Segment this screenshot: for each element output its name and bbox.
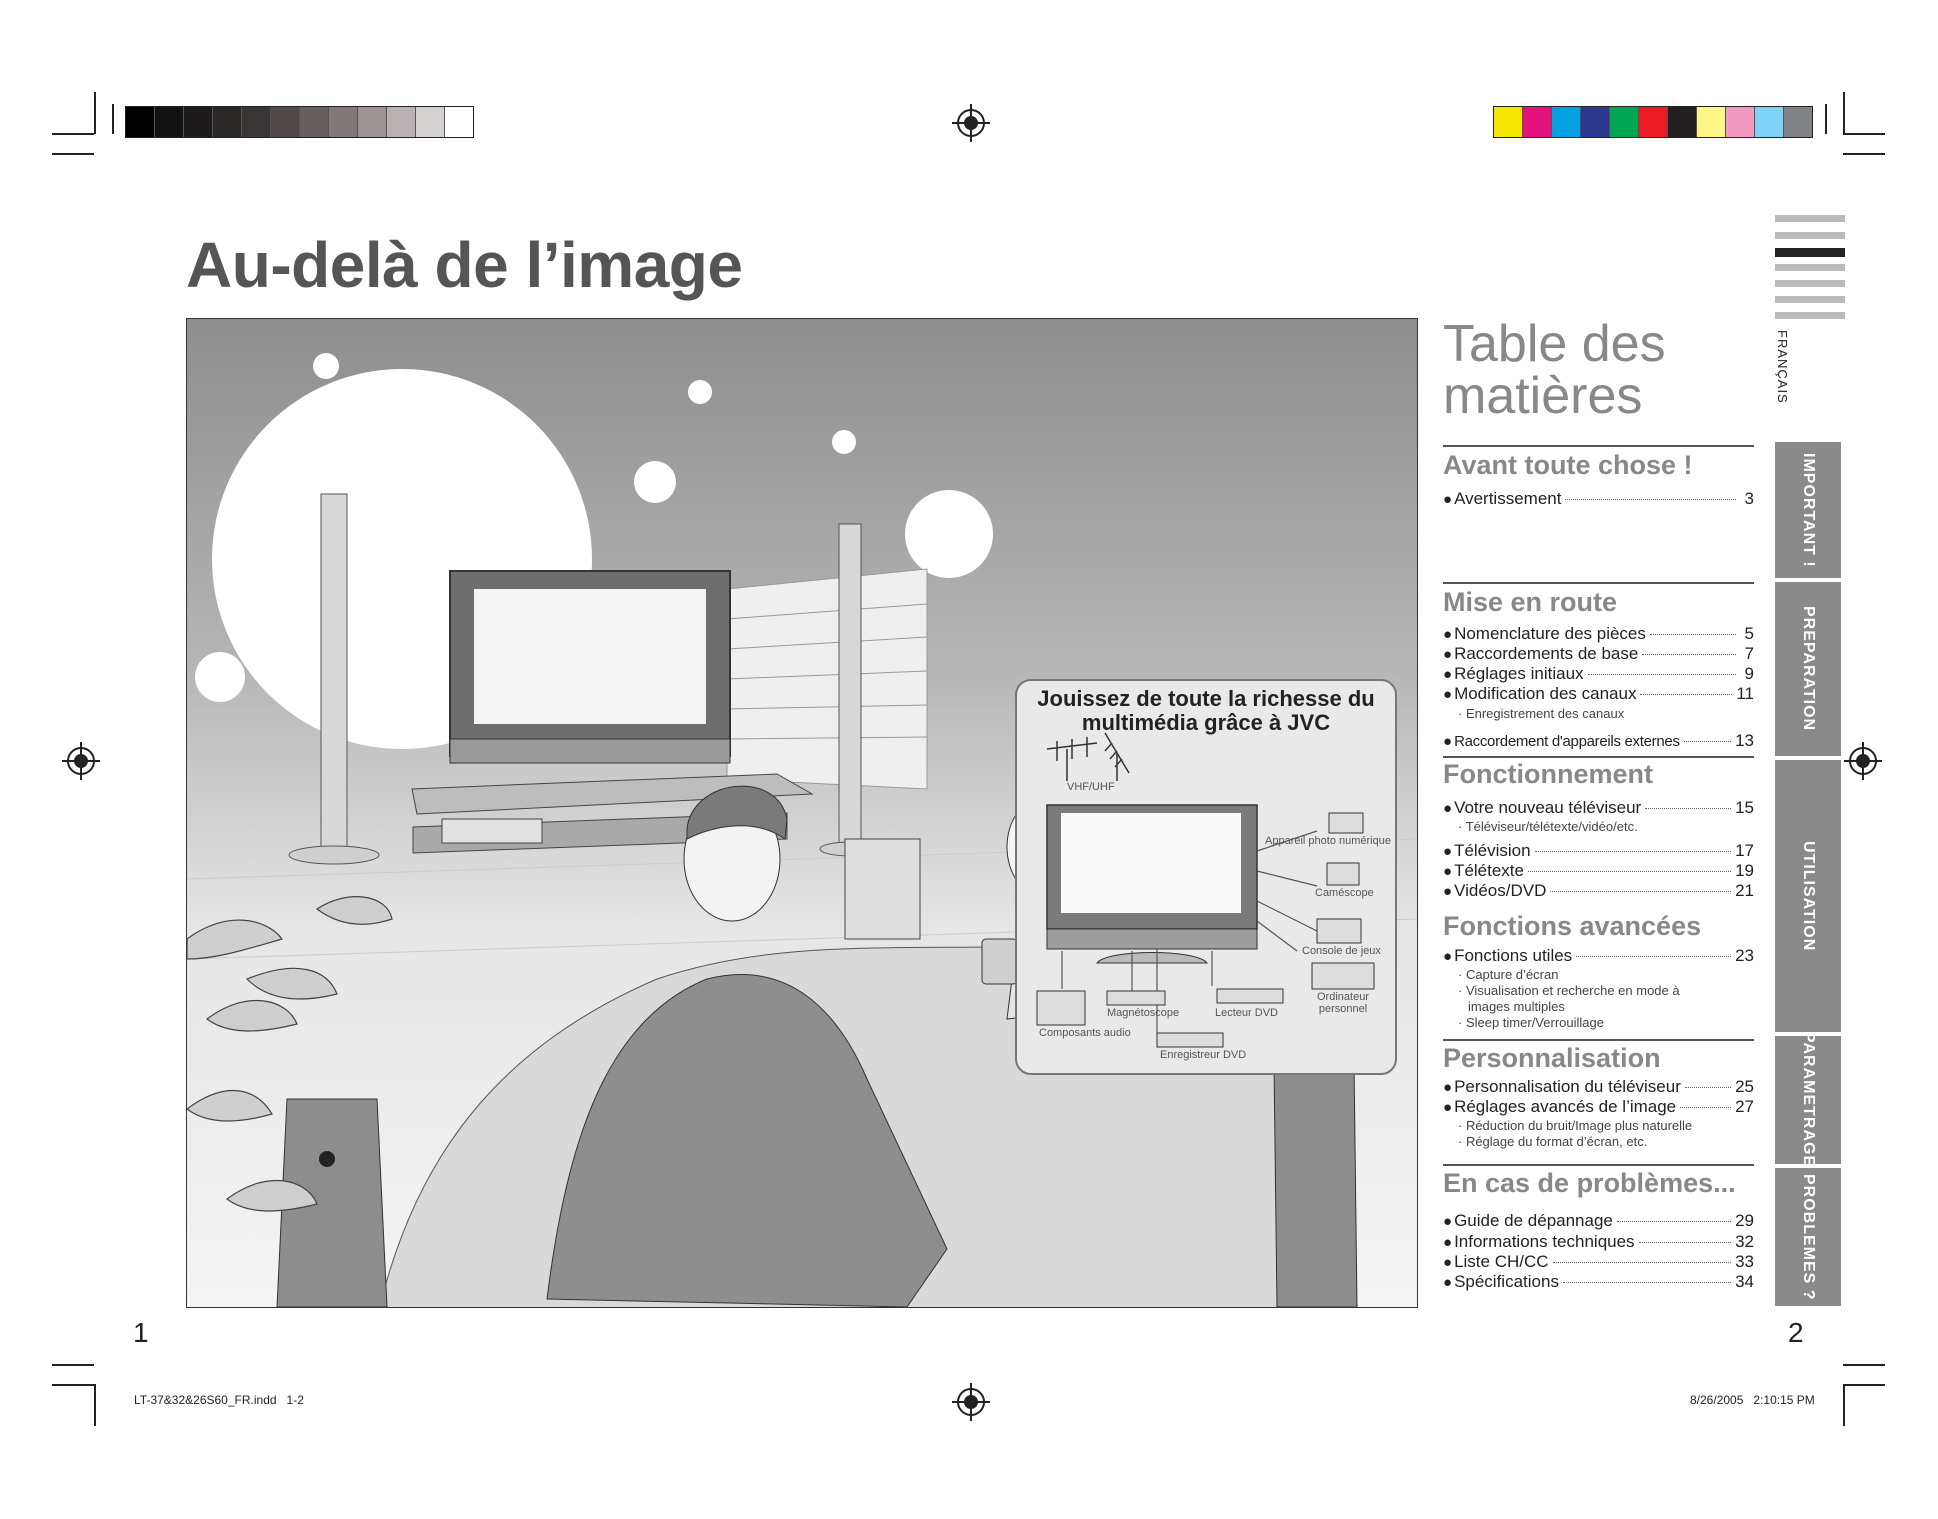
crop-mark — [1825, 104, 1827, 134]
color-swatch — [1697, 107, 1726, 137]
toc-entry-page: 25 — [1735, 1077, 1754, 1096]
registration-mark-left-icon — [67, 747, 95, 775]
crop-mark — [94, 92, 96, 134]
toc-entry-label: Modification des canaux — [1454, 684, 1637, 703]
toc-entry[interactable]: ● Télétexte 19 — [1443, 861, 1754, 880]
section-rule — [1443, 756, 1754, 758]
toc-entry[interactable]: ● Fonctions utiles 23 — [1443, 946, 1754, 965]
toc-entry[interactable]: ● Vidéos/DVD 21 — [1443, 881, 1754, 900]
toc-title-line1: Table des — [1443, 315, 1666, 373]
color-swatch — [1726, 107, 1755, 137]
color-swatch — [445, 107, 473, 137]
color-swatch — [416, 107, 445, 137]
toc-subentry: · Téléviseur/télétexte/vidéo/etc. — [1458, 819, 1638, 834]
color-swatch — [1494, 107, 1523, 137]
tab-utilisation[interactable] — [1775, 760, 1841, 1032]
tab-parametrage-label: PARAMETRAGE — [1800, 1032, 1817, 1168]
device-label-camcorder: Caméscope — [1315, 887, 1374, 899]
tab-important-label: IMPORTANT ! — [1800, 452, 1817, 568]
section-rule — [1443, 582, 1754, 584]
crop-mark — [52, 1364, 94, 1366]
callout-title-line2: multimédia grâce à JVC — [1081, 710, 1331, 735]
section-heading-problemes: En cas de problèmes... — [1443, 1168, 1736, 1198]
toc-entry[interactable]: ● Raccordements de base 7 — [1443, 644, 1754, 663]
toc-subentry: · Enregistrement des canaux — [1458, 706, 1625, 721]
crop-mark — [1843, 1364, 1885, 1366]
crop-mark — [52, 1384, 94, 1386]
toc-entry-page: 17 — [1735, 841, 1754, 860]
toc-entry[interactable]: ● Spécifications 34 — [1443, 1272, 1754, 1291]
toc-entry[interactable]: ● Personnalisation du téléviseur 25 — [1443, 1077, 1754, 1096]
toc-entry[interactable]: ● Réglages initiaux 9 — [1443, 664, 1754, 683]
toc-entry[interactable]: ● Réglages avancés de l’image 27 — [1443, 1097, 1754, 1116]
toc-entry-label: Personnalisation du téléviseur — [1454, 1077, 1681, 1096]
device-label-audio: Composants audio — [1039, 1027, 1131, 1039]
color-swatch — [1668, 107, 1697, 137]
toc-entry-page: 19 — [1735, 861, 1754, 880]
tab-preparation[interactable] — [1775, 582, 1841, 756]
device-label-camera: Appareil photo numérique — [1265, 835, 1391, 847]
toc-subentry: · Capture d’écran — [1458, 967, 1559, 982]
section-heading-mise-en-route: Mise en route — [1443, 587, 1618, 617]
color-swatch — [184, 107, 213, 137]
tab-preparation-label: PREPARATION — [1800, 606, 1817, 732]
color-swatch — [213, 107, 242, 137]
registration-mark-top-icon — [957, 109, 985, 137]
color-swatch — [329, 107, 358, 137]
toc-entry-page: 23 — [1735, 946, 1754, 965]
crop-mark — [52, 153, 94, 155]
toc-subentry: images multiples — [1468, 999, 1565, 1014]
tab-utilisation-label: UTILISATION — [1800, 840, 1817, 952]
crop-mark — [1843, 133, 1885, 135]
toc-entry-page: 9 — [1744, 664, 1754, 683]
tab-stripe — [1775, 264, 1845, 271]
language-label: FRANÇAIS — [1775, 330, 1790, 404]
toc-entry-label: Guide de dépannage — [1454, 1211, 1613, 1230]
footer-timestamp: 8/26/2005 2:10:15 PM — [1690, 1393, 1815, 1407]
crop-mark — [94, 1384, 96, 1426]
toc-entry[interactable]: ● Liste CH/CC 33 — [1443, 1252, 1754, 1271]
toc-entry-page: 11 — [1736, 684, 1754, 703]
color-swatch — [155, 107, 184, 137]
color-swatch — [271, 107, 300, 137]
toc-entry-label: Vidéos/DVD — [1454, 881, 1547, 900]
toc-entry-page: 34 — [1735, 1272, 1754, 1291]
device-label-computer — [1317, 991, 1369, 1015]
toc-entry[interactable]: ● Guide de dépannage 29 — [1443, 1211, 1754, 1230]
tab-stripe — [1775, 312, 1845, 319]
page-number-right: 2 — [1788, 1317, 1804, 1348]
toc-entry-page: 27 — [1735, 1097, 1754, 1116]
crop-mark — [1843, 153, 1885, 155]
color-swatch — [1552, 107, 1581, 137]
color-swatch — [387, 107, 416, 137]
grey-scale-bar — [125, 106, 474, 138]
toc-entry-page: 13 — [1735, 731, 1754, 750]
toc-entry[interactable]: ● Télévision 17 — [1443, 841, 1754, 860]
toc-entry-page: 33 — [1735, 1252, 1754, 1271]
toc-entry-label: Informations techniques — [1454, 1232, 1635, 1251]
page-number-left: 1 — [133, 1317, 149, 1348]
toc-entry-label: Raccordement d'appareils externes — [1454, 733, 1680, 750]
color-swatch — [1755, 107, 1784, 137]
crop-mark — [1843, 92, 1845, 134]
tab-stripe — [1775, 280, 1845, 287]
device-label-vcr: Magnétoscope — [1107, 1007, 1180, 1019]
device-label-console: Console de jeux — [1302, 945, 1381, 957]
section-rule — [1443, 1039, 1754, 1041]
toc-entry-page: 15 — [1735, 798, 1754, 817]
tab-stripe — [1775, 215, 1845, 222]
section-rule — [1443, 445, 1754, 447]
callout-title-line1: Jouissez de toute la richesse du — [1037, 686, 1375, 711]
toc-entry[interactable]: ● Informations techniques 32 — [1443, 1232, 1754, 1251]
toc-entry-page: 3 — [1744, 489, 1754, 508]
toc-entry-label: Liste CH/CC — [1454, 1252, 1549, 1271]
toc-subentry: · Visualisation et recherche en mode à — [1458, 983, 1680, 998]
registration-mark-right-icon — [1849, 747, 1877, 775]
color-swatch — [1784, 107, 1812, 137]
toc-entry-label: Télétexte — [1454, 861, 1524, 880]
living-room-illustration — [186, 318, 1418, 1308]
tab-problemes-label: PROBLEMES ? — [1800, 1173, 1817, 1301]
toc-subentry: · Sleep timer/Verrouillage — [1458, 1015, 1604, 1030]
color-scale-bar — [1493, 106, 1813, 138]
tab-stripe — [1775, 248, 1845, 257]
toc-title — [1443, 315, 1666, 425]
toc-entry[interactable]: ● Votre nouveau téléviseur 15 — [1443, 798, 1754, 817]
device-label-antenna: VHF/UHF — [1067, 781, 1115, 793]
toc-entry-label: Réglages initiaux — [1454, 664, 1584, 683]
toc-entry-page: 21 — [1735, 881, 1754, 900]
section-heading-personnalisation: Personnalisation — [1443, 1043, 1661, 1073]
color-swatch — [358, 107, 387, 137]
toc-subentry: · Réglage du format d’écran, etc. — [1458, 1134, 1648, 1149]
toc-entry-label: Raccordements de base — [1454, 644, 1639, 663]
tab-important[interactable] — [1775, 442, 1841, 578]
jvc-multimedia-callout — [1015, 679, 1397, 1075]
toc-entry-page: 5 — [1744, 624, 1754, 643]
toc-entry-page: 7 — [1744, 644, 1754, 663]
toc-entry-label: Spécifications — [1454, 1272, 1559, 1291]
toc-entry-label: Télévision — [1454, 841, 1531, 860]
toc-entry[interactable]: ● Nomenclature des pièces 5 — [1443, 624, 1754, 643]
device-label-dvd: Lecteur DVD — [1215, 1007, 1278, 1019]
toc-entry-page: 32 — [1735, 1232, 1754, 1251]
crop-mark — [52, 133, 94, 135]
crop-mark — [1843, 1384, 1845, 1426]
color-swatch — [300, 107, 329, 137]
tab-parametrage[interactable] — [1775, 1032, 1841, 1168]
tab-problemes[interactable] — [1775, 1168, 1841, 1306]
toc-subentry: · Réduction du bruit/Image plus naturelle — [1458, 1118, 1693, 1133]
device-label-computer-line1: Ordinateur — [1317, 991, 1369, 1003]
page-title: Au-delà de l’image — [186, 229, 743, 301]
toc-entry-label: Votre nouveau téléviseur — [1454, 798, 1642, 817]
toc-entry[interactable]: ● Raccordement d'appareils externes 13 — [1443, 731, 1754, 750]
color-swatch — [1639, 107, 1668, 137]
crop-mark — [1843, 1384, 1885, 1386]
section-heading-fonctions-avancees: Fonctions avancées — [1443, 911, 1702, 941]
toc-entry[interactable]: ● Avertissement 3 — [1443, 489, 1754, 508]
section-rule — [1443, 1164, 1754, 1166]
section-heading-avant: Avant toute chose ! — [1443, 450, 1693, 480]
footer-filename: LT-37&32&26S60_FR.indd 1-2 — [134, 1393, 304, 1407]
registration-mark-bottom-icon — [957, 1388, 985, 1416]
color-swatch — [126, 107, 155, 137]
color-swatch — [1523, 107, 1552, 137]
tab-stripe — [1775, 232, 1845, 239]
color-swatch — [1581, 107, 1610, 137]
color-swatch — [242, 107, 271, 137]
color-swatch — [1610, 107, 1639, 137]
toc-title-line2: matières — [1443, 367, 1643, 425]
section-heading-fonctionnement: Fonctionnement — [1443, 759, 1653, 789]
device-label-computer-line2: personnel — [1318, 1003, 1368, 1015]
tab-stripe — [1775, 296, 1845, 303]
crop-mark — [112, 104, 114, 134]
toc-entry[interactable]: ● Modification des canaux 11 — [1443, 684, 1754, 703]
toc-entry-page: 29 — [1735, 1211, 1754, 1230]
toc-entry-label: Nomenclature des pièces — [1454, 624, 1646, 643]
device-label-dvd-recorder: Enregistreur DVD — [1160, 1049, 1247, 1061]
toc-entry-label: Avertissement — [1454, 489, 1562, 508]
toc-entry-label: Fonctions utiles — [1454, 946, 1573, 965]
toc-entry-label: Réglages avancés de l’image — [1454, 1097, 1677, 1116]
